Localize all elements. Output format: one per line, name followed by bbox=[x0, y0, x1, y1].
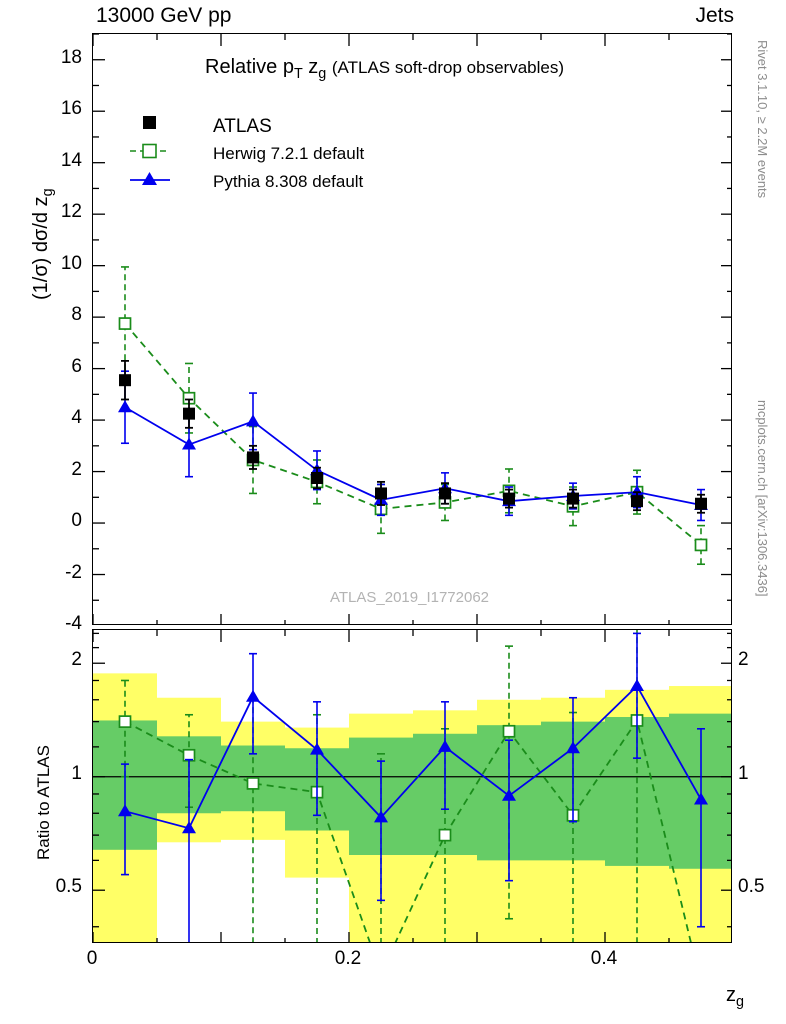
ratio-y-axis-label: Ratio to ATLAS bbox=[34, 745, 53, 860]
header-left: 13000 GeV pp bbox=[96, 4, 232, 27]
ratio-plot-svg bbox=[93, 630, 732, 943]
ratio-y-tick-label-right: 1 bbox=[738, 762, 749, 784]
y-tick-label: 10 bbox=[60, 252, 82, 274]
plot-title: Relative $p_T$ $z_g$ (ATLAS soft-drop observables) bbox=[205, 56, 564, 82]
legend-label-0: ATLAS bbox=[213, 116, 272, 137]
x-tick-label: 0 bbox=[86, 948, 98, 969]
ratio-plot-panel bbox=[92, 629, 732, 943]
side-label-bottom: mcplots.cern.ch [arXiv:1306.3436] bbox=[755, 400, 770, 597]
y-tick-label: 8 bbox=[71, 304, 82, 326]
y-tick-label: 14 bbox=[60, 149, 82, 171]
y-tick-label: 0 bbox=[71, 510, 82, 532]
y-tick-label: -4 bbox=[65, 613, 82, 634]
y-tick-label: 18 bbox=[60, 46, 82, 68]
legend-label-2: Pythia 8.308 default bbox=[213, 172, 364, 191]
y-tick-label: 16 bbox=[60, 98, 82, 120]
watermark: ATLAS_2019_I1772062 bbox=[330, 589, 490, 606]
y-tick-label: 2 bbox=[71, 458, 82, 480]
y-tick-label: 12 bbox=[60, 201, 82, 223]
side-label-top: Rivet 3.1.10, ≥ 2.2M events bbox=[755, 40, 770, 199]
y-tick-label: 6 bbox=[71, 355, 82, 377]
x-axis-label: $z_g$ bbox=[726, 984, 745, 1010]
ratio-y-tick-label-right: 0.5 bbox=[738, 876, 765, 898]
ratio-y-tick-label: 2 bbox=[71, 649, 82, 671]
ratio-y-tick-label: 1 bbox=[71, 762, 82, 784]
ratio-y-tick-label: 0.5 bbox=[55, 876, 82, 898]
x-tick-label: 0.4 bbox=[590, 948, 618, 969]
ratio-y-tick-label-right: 2 bbox=[738, 649, 749, 671]
y-tick-label: -2 bbox=[65, 561, 82, 583]
y-tick-label: 4 bbox=[71, 407, 82, 429]
header-right: Jets bbox=[695, 4, 734, 27]
legend-label-1: Herwig 7.2.1 default bbox=[213, 144, 365, 163]
y-axis-label: (1/σ) dσ/d $z_g$ bbox=[30, 188, 56, 300]
legend-markers bbox=[130, 108, 200, 218]
x-tick-label: 0.2 bbox=[334, 948, 362, 969]
